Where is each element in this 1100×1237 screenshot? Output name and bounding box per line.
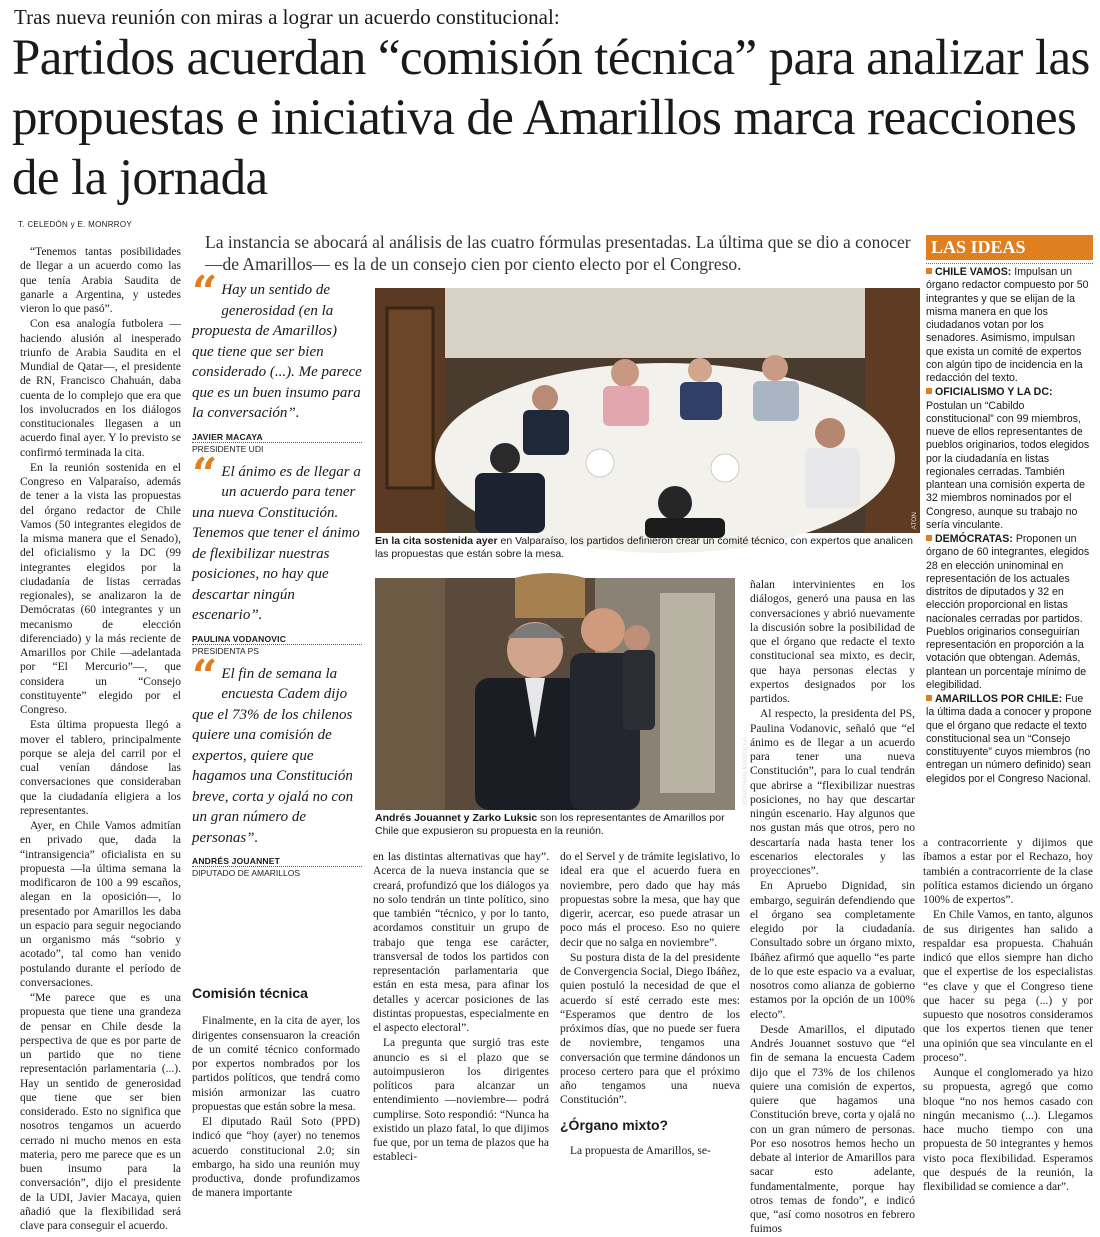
paragraph: En Chile Vamos, en tanto, algunos de sus dirigentes han salido a respaldar esa propuesta. Chahuán indicó que ellos siempre han dicho que el expertise de los especialistas “es clave y que el Congreso tiene que hacer su pega (...) y por supuesto que nosotros consideramos que los expertos tienen que tener una opinión que sea vinculante en el proceso”. <box>923 909 1093 1064</box>
idea-lead: OFICIALISMO Y LA DC: <box>935 386 1053 399</box>
paragraph: Ayer, en Chile Vamos admitían en privado que, dada la “intransigencia” oficialista en su propuesta —la última semana la modificaron de 100 a 99 escaños, alegan en la oposición—, lo presentado por Amarillos les daba un espacio para seguir negociando un organismo más “sobrio y acotado”, tal como han venido postulando durante el período de conversaciones. <box>20 820 181 989</box>
subheading: ¿Órgano mixto? <box>560 1116 669 1133</box>
paragraph: do el Servel y de trámite legislativo, lo ideal era que el acuerdo fuera en noviembre, pero dado que hay más propuestas sobre la mesa, que hay que digerir, acercar, eso puede atrasar un poco más el proceso. Eso no quiere decir que no salga en noviembre”. <box>560 851 740 949</box>
caption-text: son los representantes de Amarillos por Chile que expusieron su propuesta en la reunión. <box>375 812 725 837</box>
idea-item <box>926 266 1093 385</box>
representatives-photo-illustration <box>375 578 735 810</box>
idea-text: Postulan un “Cabildo constitucional” con 99 miembros, nueve de ellos representantes de pueblos originarios, todos elegidos por la ciudadanía en listas regionales cerradas. También plantean una comisión experta de 32 miembros nominados por el Congreso, aunque su trabajo no sería vinculante. <box>926 399 1090 531</box>
paragraph: El diputado Raúl Soto (PPD) indicó que “hoy (ayer) no tenemos acuerdo constitucional 2.0; sin embargo, ha sido una reunión muy productiva, donde profundizamos de manera importante <box>192 1116 360 1200</box>
paragraph: ñalan intervinientes en los diálogos, generó una pausa en las conversaciones y abrió nuevamente la discusión sobre la posibilidad de que el órgano que redacte el texto constitucional sea mixto, es decir, que haya personas electas y expertos designados por los partidos. <box>750 579 915 705</box>
meeting-photo-illustration <box>375 288 920 533</box>
paragraph: En la reunión sostenida en el Congreso en Valparaíso, además de tener a la vista las propuestas del órgano redactor de Chile Vamos (50 integrantes elegidos de la misma manera que el Senado), del oficialismo y la DC (99 integrantes elegidos por la ciudadanía de listas cerradas regionales), se analizaron la de Demócratas (60 integrantes y un mecanismo de elección diferenciado) y la más reciente de Amarillos por Chile —adelantada por “El Mercurio”—, que considera un “Consejo constituyente” elegido por el Congreso. <box>20 461 181 716</box>
idea-lead: AMARILLOS POR CHILE: <box>935 693 1063 705</box>
paragraph: En Apruebo Dignidad, sin embargo, seguirán defendiendo que el órgano sea completamente elegido por la ciudadanía. Consultado sobre un órgano mixto, Ibáñez afirmó que aquello “es parte de lo que este espacio va a evaluar, nosotros como alianza de gobierno estamos por la opción de un 100% electo”. <box>750 880 915 1021</box>
representatives-photo <box>375 578 749 810</box>
quote-role: DIPUTADO DE AMARILLOS <box>192 866 362 878</box>
bullet-square-icon <box>926 268 932 274</box>
photo-credit: ATON <box>911 511 918 529</box>
column-e <box>750 578 915 1237</box>
paragraph: en las distintas alternativas que hay”. Acerca de la nueva instancia que se creará, profundizó que los diálogos ya no solo tendrán un tinte político, sino que también “técnico, y por lo tanto, acordamos constituir un grupo de trabajo que tenga ese carácter, transversal de todos los partidos con representación parlamentaria que están en esta mesa, para afinar los detalles y acercar posiciones de las distintas propuestas, especialmente en el aspecto electoral”. <box>373 851 549 1034</box>
paragraph: “Tenemos tantas posibilidades de llegar a un acuerdo como las que tenía Arabia Saudita de ganarle a Argentina, y ustedes vieron lo que pasó”. <box>20 246 181 315</box>
deck: La instancia se abocará al análisis de las cuatro fórmulas presentadas. La última que se dio a conocer —de Amarillos— es la de un consejo cien por ciento electo por el Congreso. <box>205 232 911 274</box>
quote-author: ANDRÉS JOUANNET <box>192 856 281 866</box>
bullet-square-icon <box>926 535 932 541</box>
quote-mark-icon: “ <box>192 650 218 702</box>
paragraph: Desde Amarillos, el diputado Andrés Jouannet sostuvo que “el fin de semana la encuesta Cadem dijo que el 73% de los chilenos quiere una comisión de expertos, quiere que hagamos una Constitución breve, corta y ojalá no con un gran número de personas. Por eso nosotros hemos hecho un debate al interior de Amarillos para sacar esto adelante, fundamentalmente, porque hay otros temas de fondo”, e indicó que, “así como nosotros en febrero fuimos <box>750 1023 915 1236</box>
paragraph: Esta última propuesta llegó a mover el tablero, principalmente porque se aleja del carril por el cual venían dándose las conversaciones que consideraban que la ciudadanía eligiera a los representantes. <box>20 719 181 817</box>
quote-text: Hay un sentido de generosidad (en la propuesta de Amarillos) que tiene que ser bien considerado (...). Me parece que es un buen insumo para la conversación”. <box>192 282 362 421</box>
idea-item <box>926 533 1093 692</box>
quote-text: El ánimo es de llegar a un acuerdo para tener una nueva Constitución. Tenemos que tener el ánimo de flexibilizar nuestras posiciones, no hay que descartar ningún escenario”. <box>192 463 361 623</box>
quote-role: PRESIDENTE UDI <box>192 442 362 454</box>
quote-mark-icon: “ <box>192 267 218 318</box>
byline: T. CELEDÓN y E. MONRROY <box>18 220 133 229</box>
idea-text: Impulsan un órgano redactor compuesto por 50 integrantes y que se elijan de la misma manera en que los ciudadanos votan por los senadores. Asimismo, impulsan que exista un comité de expertos con algún tipo de incidencia en la redacción del texto. <box>926 266 1089 384</box>
quote-author: JAVIER MACAYA <box>192 431 263 442</box>
sidebar-title: LAS IDEAS <box>926 235 1093 260</box>
idea-item <box>926 386 1093 532</box>
paragraph: La pregunta que surgió tras este anuncio es si el plazo que se autoimpusieron los dirigentes políticos para alcanzar un entendimiento —noviembre— podrá cumplirse. Soto respondió: “Nunca ha existido un plazo fatal, lo que dijimos fue que, por un tema de plazos que ha estableci- <box>373 1037 549 1164</box>
paragraph: Aunque el conglomerado ya hizo su propuesta, agregó que como bloque “no nos hemos casado con ningún mecanismo (...). Llegamos hace mucho tiempo con una propuesta de 50 integrantes y hemos visto poca flexibilidad. Esperamos que después de la reunión, la flexibilidad se comience a dar”. <box>923 1067 1093 1193</box>
paragraph: Con esa analogía futbolera —haciendo alusión al inesperado triunfo de Arabia Saudita en el Mundial de Qatar—, el presidente de RN, Francisco Chahuán, daba cuenta de lo complejo que era que los involucrados en los diálogos constitucionales llegasen a un acuerdo final ayer. Y lo previsto se confirmó terminada la cita. <box>20 318 181 459</box>
photo-caption <box>375 812 735 838</box>
quote-mark-icon: “ <box>192 448 218 500</box>
quote-role: PRESIDENTA PS <box>192 644 362 656</box>
headline: Partidos acuerdan “comisión técnica” para analizar las propuestas e iniciativa de Amarillos marca reacciones de la jornada <box>12 30 1090 206</box>
idea-text: Proponen un órgano de 60 integrantes, elegidos 28 en elección uninominal en representación de los actuales distritos de diputados y 32 en elección proporcional en listas nacionales cerradas por partidos. Pueblos originarios conseguirían representación en proporción a la votación que obtengan. Además, plantean un porcentaje mínimo de elegibilidad. <box>926 533 1090 691</box>
photo-credit: JONATHAN MANCILLA <box>742 737 749 806</box>
column-a <box>20 245 181 1233</box>
idea-item <box>926 693 1093 786</box>
paragraph: Su postura dista de la del presidente de Convergencia Social, Diego Ibáñez, quien postuló la necesidad de que el acuerdo sí esté cerrado este mes: “Esperamos que dentro de los próximos días, que no puede ser fuera de noviembre, tengamos una conversación que termine dándonos un proceso certero para que el próximo año tengamos una nueva Constitución”. <box>560 951 740 1107</box>
column-f <box>923 836 1093 1194</box>
subheading: Comisión técnica <box>192 985 308 1001</box>
column-d <box>560 850 740 1158</box>
meeting-photo <box>375 288 920 533</box>
caption-lead: Andrés Jouannet y Zarko Luksic <box>375 812 538 824</box>
caption-lead: En la cita sostenida ayer <box>375 535 498 547</box>
paragraph: La propuesta de Amarillos, se- <box>570 1144 711 1157</box>
pull-quote <box>192 267 362 454</box>
ideas-sidebar <box>926 235 1093 787</box>
quote-author: PAULINA VODANOVIC <box>192 633 287 644</box>
paragraph: “Me parece que es una propuesta que tiene una grandeza de pensar en Chile desde la perspectiva de que es por parte de un partido que no tiene representación parlamentaria (...). Hay un sentido de generosidad que tiene que ser bien considerado. Esto no significa que nosotros tengamos un acuerdo cerrado ni mucho menos en esta materia, pero me parece que es un buen insumo para la conversación”, dijo el presidente de la UDI, Javier Macaya, quien añadió que la flexibilidad será clave para conseguir el acuerdo. <box>20 992 181 1232</box>
photo-caption <box>375 535 920 561</box>
idea-lead: DEMÓCRATAS: <box>935 533 1013 545</box>
caption-text: en Valparaíso, los partidos definieron crear un comité técnico, con expertos que analicen las propuestas que están sobre la mesa. <box>375 535 913 560</box>
column-c <box>373 850 549 1165</box>
divider <box>926 263 1093 264</box>
paragraph: a contracorriente y dijimos que íbamos a estar por el Rechazo, hoy también a contracorriente de la clase política estamos diciendo un órgano 100% de expertos”. <box>923 837 1093 906</box>
idea-lead: CHILE VAMOS: <box>935 266 1012 278</box>
paragraph: Al respecto, la presidenta del PS, Paulina Vodanovic, señaló que “el ánimo es de llegar a un acuerdo para tener una nueva Constitución”, para lo cual tendrán que abrirse a “flexibilizar nuestras posiciones, no hay que descartar ningún escenario. Hay algunos que nos gustan más que otros, pero no descartaría nada hasta tener los escenarios electorales y las proyecciones”. <box>750 708 915 877</box>
bullet-square-icon <box>926 695 932 701</box>
idea-text: Fue la última dada a conocer y propone que el órgano que redacte el texto constitucional sea un “Consejo constituyente” cuyos miembros (no entregan un número definido) sean elegidos por el Congreso Nacional. <box>926 693 1092 785</box>
kicker: Tras nueva reunión con miras a lograr un acuerdo constitucional: <box>14 5 560 29</box>
column-b <box>192 982 360 1201</box>
paragraph: Finalmente, en la cita de ayer, los dirigentes consensuaron la creación de un comité técnico conformado por expertos nombrados por los partidos políticos, que tendrá como misión armonizar las cuatro propuestas que están sobre la mesa. <box>192 1015 360 1113</box>
pull-quotes <box>192 267 362 886</box>
quote-text: El fin de semana la encuesta Cadem dijo que el 73% de los chilenos quiere una comisión de expertos, quiere que hagamos una Constitución breve, corta y ojalá no con un gran número de personas”. <box>192 665 354 846</box>
bullet-square-icon <box>926 388 932 394</box>
